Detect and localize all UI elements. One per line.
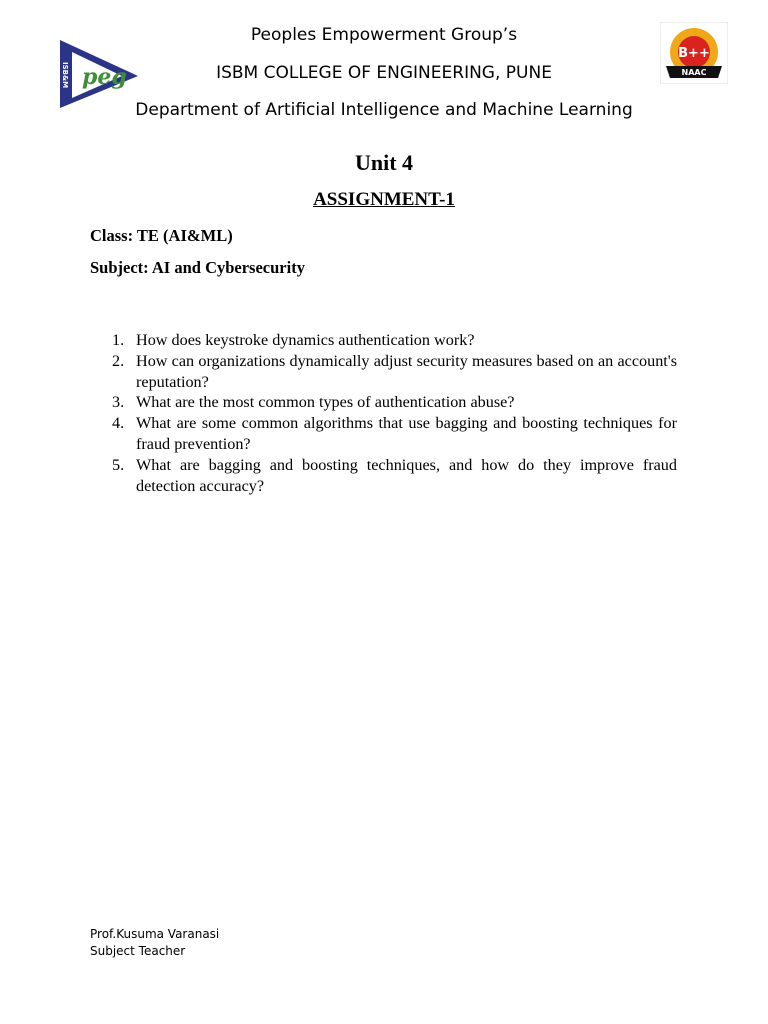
naac-label: NAAC [681, 68, 707, 77]
question-text: What are some common algorithms that use bagging and boosting techniques for fraud prevention? [136, 414, 677, 453]
isbm-monogram: peg [82, 64, 127, 90]
question-text: What are bagging and boosting techniques, and how do they improve fraud detection accuracy? [136, 455, 677, 495]
college-name: ISBM COLLEGE OF ENGINEERING, PUNE [216, 63, 552, 83]
question-item [90, 330, 677, 351]
question-list [90, 330, 677, 496]
question-item [90, 392, 677, 413]
isbm-side-text: ISB&M [61, 62, 69, 89]
question-number: 5. [112, 455, 125, 474]
question-number: 4. [112, 414, 125, 433]
unit-title: Unit 4 [354, 150, 414, 175]
group-name: Peoples Empowerment Group’s [250, 25, 518, 45]
teacher-name: Prof.Kusuma Varanasi [90, 927, 220, 941]
class-line: Class: TE (AI&ML) [90, 226, 233, 245]
naac-grade: B++ [678, 46, 710, 61]
question-number: 2. [112, 351, 125, 370]
subject-line: Subject: AI and Cybersecurity [90, 258, 305, 277]
question-item [90, 413, 677, 455]
teacher-role: Subject Teacher [90, 944, 186, 958]
assignment-title: ASSIGNMENT-1 [313, 189, 455, 210]
question-text: How can organizations dynamically adjust security measures based on an account's reputation? [136, 351, 677, 391]
question-item [90, 351, 677, 393]
question-text: How does keystroke dynamics authentication work? [136, 331, 475, 349]
question-number: 1. [112, 331, 125, 349]
department-name: Department of Artificial Intelligence and Machine Learning [135, 100, 633, 120]
question-number: 3. [112, 393, 125, 412]
signature-block [90, 926, 219, 960]
question-item [90, 455, 677, 497]
question-text: What are the most common types of authentication abuse? [136, 393, 515, 412]
assignment-title-wrap [0, 189, 768, 211]
